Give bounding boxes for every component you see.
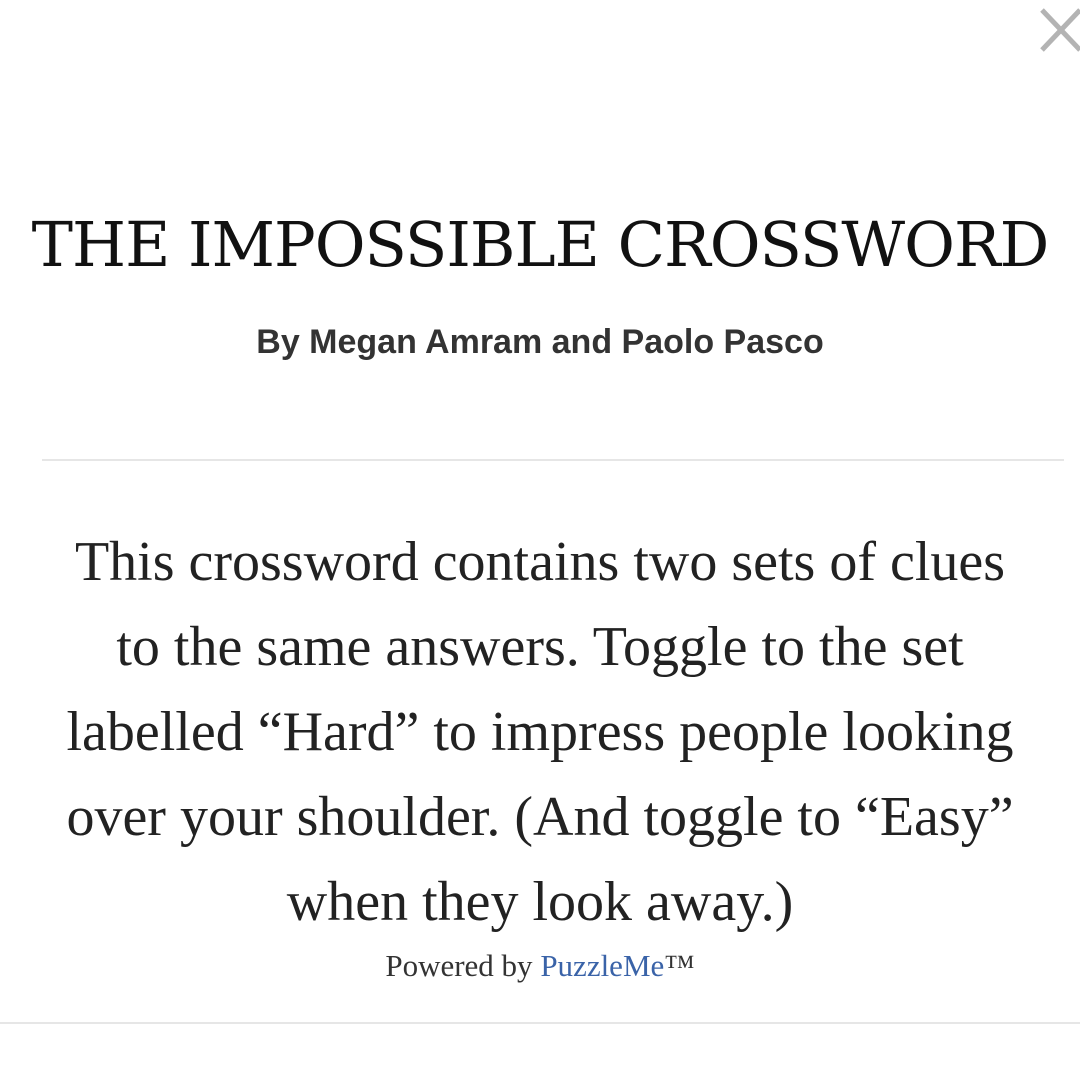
puzzle-title: THE IMPOSSIBLE CROSSWORD xyxy=(31,208,1049,281)
intro-line: This crossword contains two sets of clues xyxy=(74,531,1006,593)
intro-line: over your shoulder. (And toggle to “Easy” xyxy=(66,786,1014,848)
footer-divider xyxy=(0,1022,1080,1024)
close-icon xyxy=(1036,0,1080,52)
intro-line: when they look away.) xyxy=(286,871,794,933)
intro-line: labelled “Hard” to impress people looking xyxy=(66,701,1014,763)
header-divider xyxy=(42,459,1064,461)
intro-text xyxy=(30,520,1050,945)
trademark-mark: ™ xyxy=(664,948,695,983)
powered-by xyxy=(0,944,1080,988)
close-button[interactable] xyxy=(1036,0,1080,52)
intro-line: to the same answers. Toggle to the set xyxy=(116,616,964,678)
powered-by-prefix: Powered by xyxy=(385,948,541,983)
puzzleme-link[interactable]: PuzzleMe xyxy=(540,948,665,983)
puzzle-byline: By Megan Amram and Paolo Pasco xyxy=(256,323,824,361)
